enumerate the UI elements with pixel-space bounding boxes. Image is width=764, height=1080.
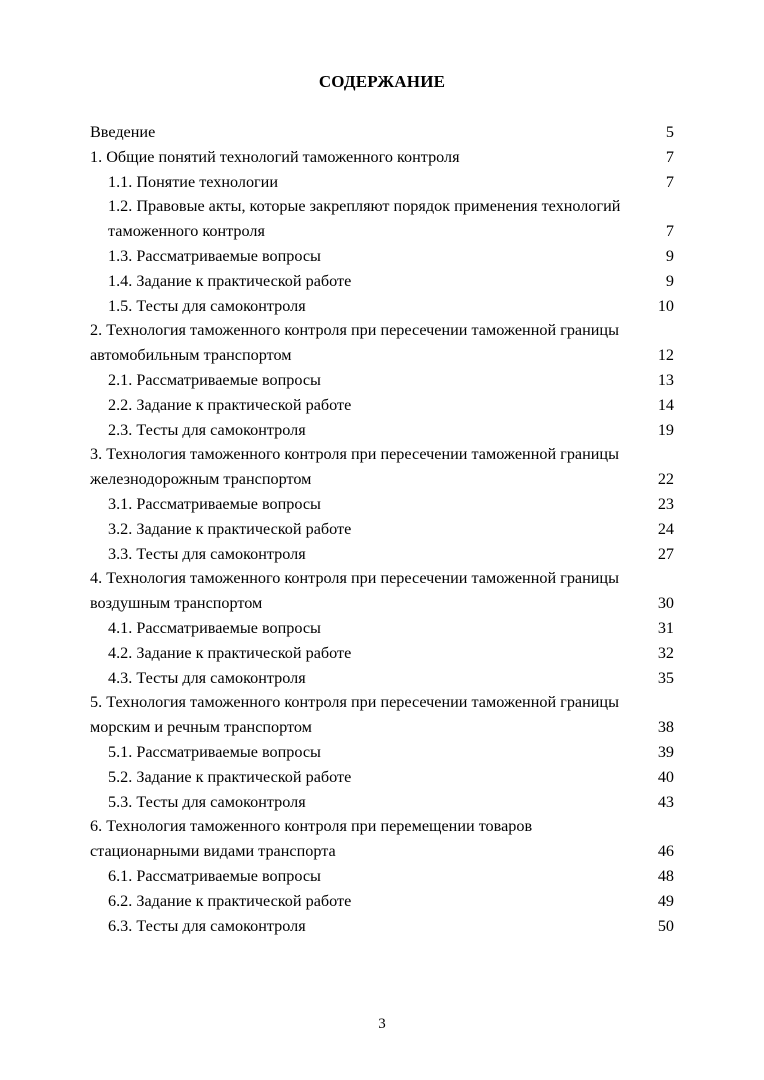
toc-entry-page: 30: [657, 594, 674, 613]
toc-entry-label: 4.3. Тесты для самоконтроля: [108, 668, 306, 687]
toc-entry-section-2-1: [90, 368, 674, 393]
toc-entry-label: 4. Технология таможенного контроля при пересечении таможенной границы воздушным транспортом: [90, 569, 619, 613]
toc-entry-page: 5: [665, 123, 674, 141]
toc-entry-label: 4.2. Задание к практической работе: [108, 643, 352, 662]
toc-entry-chapter-2: [90, 318, 674, 368]
toc-entry-label: 5.1. Рассматриваемые вопросы: [108, 742, 321, 761]
toc-entry-section-6-1: [90, 864, 674, 889]
toc-entry-label: 6.3. Тесты для самоконтроля: [108, 916, 306, 935]
toc-entry-section-1-3: [90, 244, 674, 269]
toc-entry-label: 1.5. Тесты для самоконтроля: [108, 296, 306, 315]
toc-entry-label: 1.3. Рассматриваемые вопросы: [108, 246, 321, 265]
toc-entry-label: 1. Общие понятий технологий таможенного контроля: [90, 147, 460, 166]
toc-entry-page: 7: [665, 147, 674, 166]
toc-entry-label: 1.4. Задание к практической работе: [108, 271, 352, 290]
toc-entry-page: 22: [657, 470, 674, 489]
toc-entry-section-1-2: [90, 194, 674, 244]
toc-entry-section-3-2: [90, 517, 674, 542]
toc-entry-page: 43: [657, 792, 674, 811]
toc-entry-label: 2.3. Тесты для самоконтроля: [108, 420, 306, 439]
toc-entry-page: 24: [657, 519, 674, 538]
toc-entry-page: 14: [657, 395, 674, 414]
toc-entry-page: 19: [657, 420, 674, 439]
toc-entry-section-2-2: [90, 393, 674, 418]
toc-entry-section-2-3: [90, 418, 674, 443]
toc-entry-page: 27: [657, 544, 674, 563]
toc-entry-section-1-1: [90, 170, 674, 195]
toc-entry-label: 1.1. Понятие технологии: [108, 172, 279, 191]
toc-entry-chapter-4: [90, 566, 674, 616]
toc-entry-section-5-1: [90, 740, 674, 765]
toc-entry-chapter-3: [90, 442, 674, 492]
toc-entry-section-4-1: [90, 616, 674, 641]
toc-entry-page: 46: [657, 842, 674, 861]
toc-entry-section-4-2: [90, 641, 674, 666]
toc-entry-label: 2.2. Задание к практической работе: [108, 395, 352, 414]
toc-entry-section-1-4: [90, 269, 674, 294]
toc-entry-label: 3.1. Рассматриваемые вопросы: [108, 494, 321, 513]
toc-entry-label: 2.1. Рассматриваемые вопросы: [108, 370, 321, 389]
table-of-contents: [90, 120, 674, 938]
toc-entry-page: 10: [657, 296, 674, 315]
toc-entry-section-4-3: [90, 666, 674, 691]
toc-entry-label: 6. Технология таможенного контроля при перемещении товаров стационарными видами транспорта: [90, 817, 533, 861]
toc-entry-page: 13: [657, 370, 674, 389]
toc-entry-label: 3.2. Задание к практической работе: [108, 519, 352, 538]
toc-entry-label: 4.1. Рассматриваемые вопросы: [108, 618, 321, 637]
toc-entry-page: 9: [665, 271, 674, 290]
toc-entry-page: 39: [657, 742, 674, 761]
toc-entry-section-1-5: [90, 294, 674, 319]
toc-entry-page: 9: [665, 246, 674, 265]
toc-entry-section-5-3: [90, 790, 674, 815]
toc-entry-page: 7: [665, 172, 674, 191]
toc-entry-section-6-3: [90, 914, 674, 939]
page-number: 3: [378, 1016, 386, 1032]
toc-entry-page: 32: [657, 643, 674, 662]
toc-entry-section-6-2: [90, 889, 674, 914]
toc-entry-label: 5.3. Тесты для самоконтроля: [108, 792, 306, 811]
toc-entry-label: 2. Технология таможенного контроля при пересечении таможенной границы автомобильным транспортом: [90, 321, 619, 365]
toc-entry-chapter-6: [90, 814, 674, 864]
toc-entry-chapter-5: [90, 690, 674, 740]
toc-entry-page: 38: [657, 718, 674, 737]
toc-entry-section-3-1: [90, 492, 674, 517]
toc-entry-section-3-3: [90, 542, 674, 567]
toc-entry-label: 3.3. Тесты для самоконтроля: [108, 544, 306, 563]
toc-entry-label: 6.1. Рассматриваемые вопросы: [108, 866, 321, 885]
page-title: СОДЕРЖАНИЕ: [318, 72, 446, 91]
toc-entry-page: 35: [657, 668, 674, 687]
toc-entry-introduction: [90, 120, 674, 145]
toc-entry-page: 50: [657, 916, 674, 935]
toc-entry-page: 48: [657, 866, 674, 885]
toc-entry-section-5-2: [90, 765, 674, 790]
toc-entry-label: 3. Технология таможенного контроля при пересечении таможенной границы железнодорожным транспортом: [90, 445, 619, 489]
toc-entry-label: 1.2. Правовые акты, которые закрепляют порядок применения технологий таможенного контроля: [108, 197, 621, 241]
toc-entry-page: 7: [665, 222, 674, 241]
toc-entry-label: 5. Технология таможенного контроля при пересечении таможенной границы морским и речным транспортом: [90, 693, 619, 737]
toc-entry-page: 31: [657, 618, 674, 637]
toc-entry-chapter-1: [90, 145, 674, 170]
toc-entry-page: 49: [657, 891, 674, 910]
toc-entry-page: 12: [657, 346, 674, 365]
toc-entry-page: 23: [657, 494, 674, 513]
toc-entry-label: Введение: [90, 123, 156, 141]
toc-entry-page: 40: [657, 767, 674, 786]
toc-entry-label: 6.2. Задание к практической работе: [108, 891, 352, 910]
toc-entry-label: 5.2. Задание к практической работе: [108, 767, 352, 786]
